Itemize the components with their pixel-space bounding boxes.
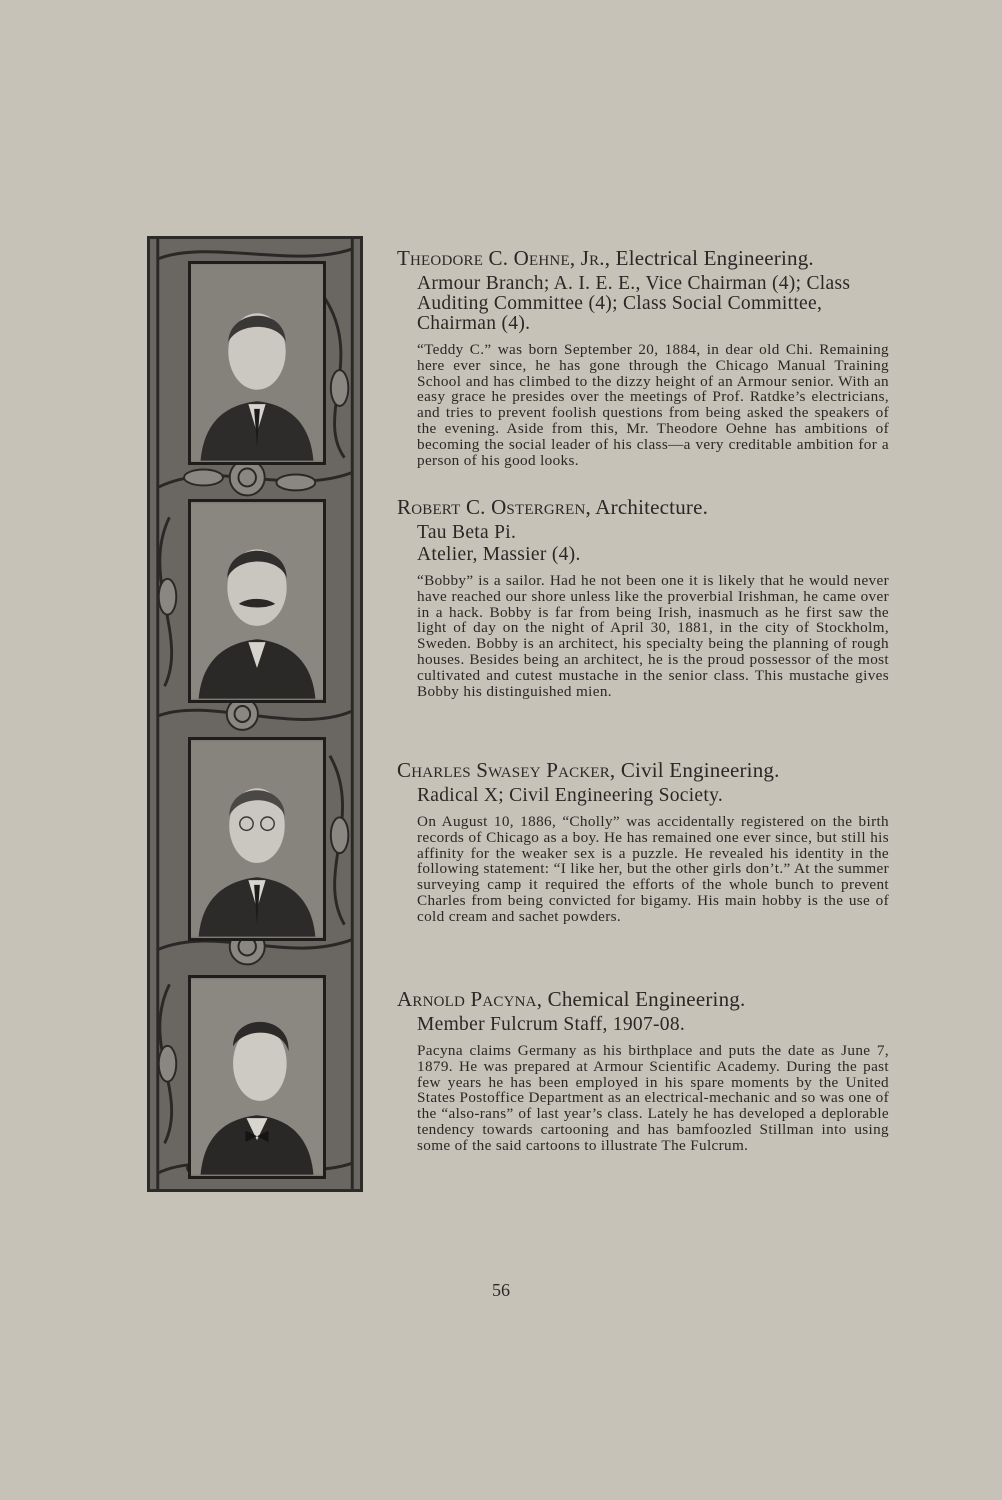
course-name: Civil Engineering. [620, 758, 780, 782]
portrait-photo [191, 740, 323, 938]
first-name: Charles [397, 758, 471, 782]
course-name: Chemical Engineering. [547, 987, 746, 1011]
portrait-oehne [188, 261, 326, 465]
page-number: 56 [492, 1280, 510, 1300]
portrait-photo [191, 264, 323, 462]
entry-ostergren [397, 495, 889, 699]
entry-heading: Robert C. Ostergren, Architecture. [397, 495, 709, 519]
last-name: Oehne [513, 246, 570, 270]
middle-name: C. [488, 246, 509, 270]
last-name: Ostergren [491, 495, 586, 519]
honors: Tau Beta Pi. [417, 522, 517, 543]
honors: Armour Branch; A. I. E. E., Vice Chairman (4); Class Auditing Committee (4); Class Social Committee, Chairman (4). [417, 273, 851, 334]
portrait-photo [191, 978, 323, 1176]
honors: Radical X; Civil Engineering Society. [417, 785, 724, 806]
course-name: Electrical Engineering. [615, 246, 814, 270]
honors-secondary: Atelier, Massier (4). [417, 544, 581, 565]
biography: Pacyna claims Germany as his birthplace and puts the date as June 7, 1879. He was prepared at Armour Scientific Academy. During the past few years he has been employed in his spare moments by the United States Postoffice Department as an electrical-mechanic and so was one of the “also-rans” of last year’s class. Lately he has developed a deplorable tendency towards cartooning and has bamfoozled Stillman into using some of the said cartoons to illustrate The Fulcrum. [417, 1042, 889, 1154]
entry-packer [397, 758, 889, 925]
honors: Member Fulcrum Staff, 1907-08. [417, 1014, 686, 1035]
portrait-photo [191, 502, 323, 700]
first-name: Theodore [397, 246, 484, 270]
biography: On August 10, 1886, “Cholly” was accidentally registered on the birth records of Chicago as a boy. He has remained one ever since, but still his affinity for the weaker sex is a puzzle. He revealed his identity in the following statement: “I like her, but the other girls don’t.” At the summer surveying camp it required the efforts of the whole bunch to prevent Charles from being convicted for bigamy. His main hobby is the use of cold cream and sachet powders. [417, 813, 889, 925]
first-name: Robert [397, 495, 461, 519]
biography: “Teddy C.” was born September 20, 1884, in dear old Chi. Remaining here ever since, he has gone through the Chicago Manual Training School and has climbed to the dizzy height of an Armour senior. With an easy grace he presides over the meetings of Prof. Ratdke’s electricians, and tries to prevent foolish questions from being asked the speakers of the evening. Aside from this, Mr. Theodore Oehne has ambitions of becoming the social leader of his class—a very creditable ambition for a person of his good looks. [417, 341, 889, 469]
entry-heading: Charles Swasey Packer, Civil Engineering. [397, 758, 780, 782]
first-name: Arnold [397, 987, 466, 1011]
portrait-strip [147, 236, 363, 1192]
portrait-ostergren [188, 499, 326, 703]
entry-pacyna [397, 987, 889, 1154]
name-suffix: Jr. [580, 246, 605, 270]
middle-name: C. [465, 495, 486, 519]
last-name: Pacyna [470, 987, 537, 1011]
portrait-packer [188, 737, 326, 941]
last-name: Packer [546, 758, 610, 782]
entry-heading: Theodore C. Oehne, Jr., Electrical Engineering. [397, 246, 814, 270]
entry-heading: Arnold Pacyna, Chemical Engineering. [397, 987, 746, 1011]
course-name: Architecture. [595, 495, 709, 519]
portrait-pacyna [188, 975, 326, 1179]
entry-oehne [397, 246, 889, 468]
middle-name: Swasey [476, 758, 541, 782]
biography: “Bobby” is a sailor. Had he not been one it is likely that he would never have reached our shore unless like the proverbial Irishman, he came over in a hack. Bobby is far from being Irish, inasmuch as he first saw the light of day on the night of April 30, 1881, in the city of Stockholm, Sweden. Bobby is an architect, his specialty being the planning of rough houses. Besides being an architect, he is the proud possessor of the most cultivated and cutest mustache in the senior class. This mustache gives Bobby his distinguished mien. [417, 572, 889, 700]
